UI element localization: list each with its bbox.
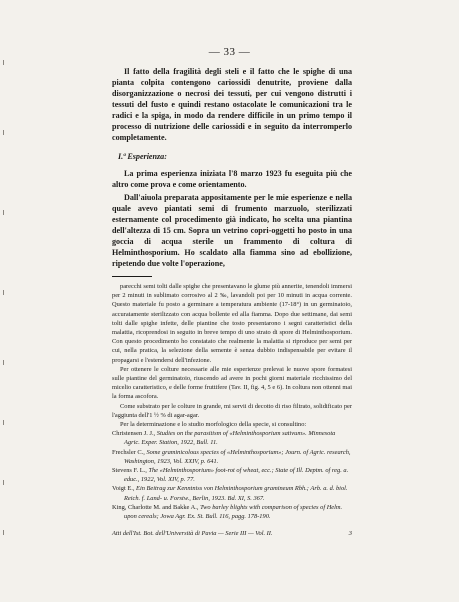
footnote: Come substrato per le colture in grande, mi servii di decotto di riso filtrato, solidificato per l'aggiunta dell'1 ½ % di agar-agar. <box>112 402 352 419</box>
reference-author: Christensen J. J., <box>112 430 156 438</box>
reference-text: The «Helminthosporium» foot-rot of wheat, ecc.; State of Ill. Deptm. of reg. a. educ., 1922, Vol. XIV, p. 77. <box>124 467 349 484</box>
margin-mark <box>3 130 4 135</box>
reference-text: Studies on the parasitism of «Helminthosporium sativum». Minnesota Agric. Exper. Station, 1922, Bull. 11. <box>124 430 336 447</box>
reference-author: Stevens F. L., <box>112 467 147 475</box>
paragraph: Dall'aiuola preparata appositamente per le mie esperienze e nella quale avevo piantati semi di frumento marzuolo, sterilizzati esternamente col procedimento già indicato, ho scelta una piantina dell'altezza di 15 cm. Sopra un vetrino copri-oggetti ho posto in una goccia di acqua sterile un frammento di coltura di Helminthosporium. Ho scaldato alla fiamma sino ad ebollizione, ripetendo due volte l'operazione, <box>112 193 352 268</box>
section-title: I.ª Esperienza: <box>118 152 167 161</box>
margin-mark <box>3 290 4 295</box>
reference-text: Two barley blights with comparison of species of Helm. upon cereals; Jowa Agr. Ex. St. Bull. 116, pagg. 178-190. <box>124 503 343 521</box>
paragraph: Il fatto della fragilità degli steli e il fatto che le spighe di una pianta colpita contengono cariossidi denutrite, proviene dalla disorganizzazione o necrosi dei tessuti, per cui vengono distrutti i tessuti del fusto e quindi restano ostacolate le comunicazioni tra le radici e la spiga, in modo da rendere difficile in un primo tempo il processo di nutrizione delle cariossidi e in seguito da interromperlo completamente. <box>112 67 352 142</box>
journal-footer: Atti dell'Ist. Bot. dell'Università di Pavia — Serie III — Vol. II. <box>112 530 273 537</box>
page-number: — 33 — <box>208 46 251 58</box>
reference <box>112 503 352 521</box>
paragraph: La prima esperienza iniziata l'8 marzo 1923 fu eseguita più che altro come prova e come orientamento. <box>112 169 352 189</box>
footnote: parecchi semi tolti dalle spighe che presentavano le glume più annerite, tenendoli immersi per 2 minuti in sublimato corrosivo al 2 ‰, lavandoli poi per 10 minuti in acqua corrente. Questo materiale fu posto a germinare a temperatura ambiente (17-18°) in un germinatoio, accuratamente sterilizzato con acqua bollente ed alla fiamma. Dopo due settimane, dai semi tolti dalle spighe infette, delle piantine che tosto presentarono i segni caratteristici della malattia, ricoprendosi in seguito in breve tempo di uno strato di spore di Helminthosporium. Con questo procedimento ho constatato che realmente la malattia si riproduce per semi per cui, nella pratica, la selezione della semente è senza dubbio indispensabile per evitare il propagarsi e l'estendersi dell'infezione. <box>112 283 352 364</box>
margin-mark <box>3 480 4 485</box>
signature-mark: 3 <box>348 530 352 537</box>
footnote: Per ottenere le colture necessarie alle mie esperienze prelevai le nuove spore formatesi sulle piantine del germinatoio, riuscendo ad avere in pochi giorni materiale ricchissimo del micelio caratteristico, e delle forme fruttifere (Tav. II, fig. 4, 5 e 6). In coltura non ottenni mai la forma ascofora. <box>112 365 352 401</box>
reference <box>112 429 352 447</box>
margin-mark <box>3 420 4 425</box>
margin-marks <box>3 60 9 540</box>
footnotes <box>112 282 352 521</box>
reference-author: Frechsler C., <box>112 448 145 456</box>
footnote-rule <box>112 276 152 277</box>
margin-mark <box>3 530 4 535</box>
margin-mark <box>3 210 4 215</box>
reference-text: Ein Beitrag zur Kenntniss von Helminthosporium gramineum Rbh.; Arb. a. d. biol. Reich. f. Land- u. Forstw., Berlin, 1923. Bd. XI, S. 367. <box>124 485 348 502</box>
margin-mark <box>3 60 4 65</box>
reference <box>112 448 352 466</box>
footnote: Per la determinazione e lo studio morfologico della specie, si consultino: <box>120 421 307 429</box>
margin-mark <box>3 360 4 365</box>
main-text <box>112 66 352 521</box>
reference-author: Voigt E., <box>112 485 135 493</box>
reference <box>112 466 352 484</box>
reference-author: King, Charlotte M. and Bakke A., <box>112 503 199 511</box>
page-footer <box>112 530 352 537</box>
reference-text: Some graminicolous species of «Helminthosporium»; Journ. of Agric. research, Washington, 1923, Vol. XXIV, p. 641. <box>124 448 351 465</box>
reference <box>112 484 352 502</box>
